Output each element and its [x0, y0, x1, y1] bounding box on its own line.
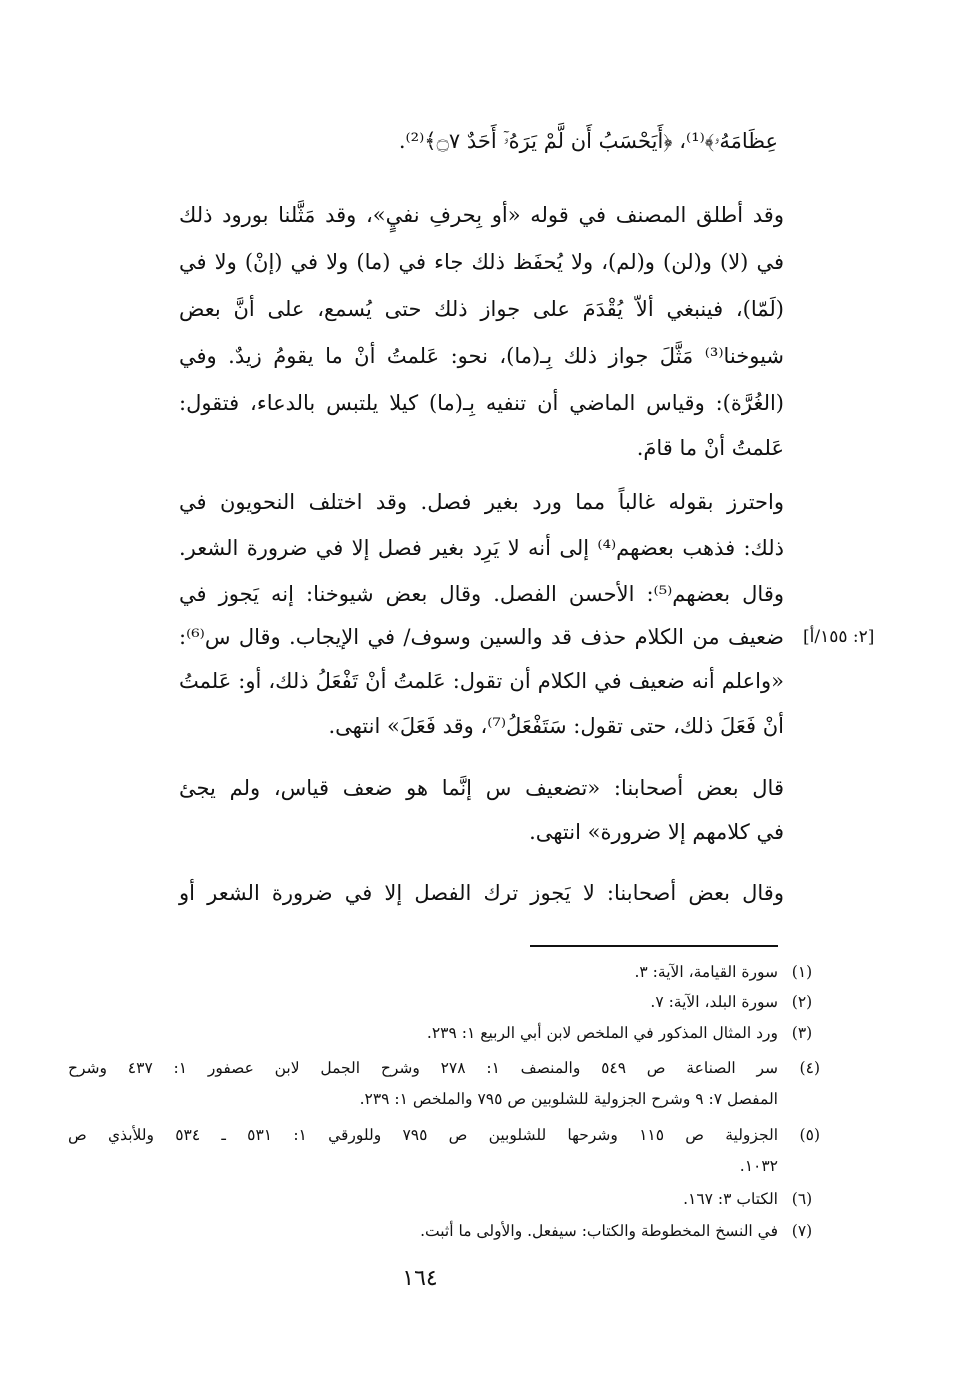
- footnote-number: (٢): [791, 993, 813, 1011]
- footnote-number: (٤): [799, 1059, 820, 1077]
- body-line-6: عَلمتُ أنْ ما قامَ.: [636, 436, 784, 460]
- footnote-text: سورة البلد، الآية: ٧.: [650, 993, 778, 1011]
- page-number: ١٦٤: [402, 1266, 438, 1291]
- footnote-text: سورة القيامة، الآية: ٣.: [634, 963, 778, 981]
- footnote-7: [68, 1217, 813, 1246]
- footnote-4-continuation: المفصل ٧: ٩ وشرح الجزولية للشلوبين ص ٧٩٥ والملخص ١: ٢٣٩.: [359, 1090, 778, 1108]
- body-line-9: وقال بعضهم⁽⁵⁾: الأحسن الفصل. وقال بعض شيوخنا: إنه يَجوز في: [179, 582, 785, 606]
- body-line-15: وقال بعض أصحابنا: لا يَجوز ترك الفصل إلا في ضرورة الشعر أو: [179, 881, 784, 905]
- manuscript-folio-reference: [٢: ١٥٥/أ]: [803, 627, 875, 647]
- footnote-number: (٧): [791, 1222, 813, 1240]
- body-line-2: في (لا) و(لن) و(لم)، ولا يُحفَظ ذلك جاء في (ما) ولا في (إنْ) ولا في: [179, 250, 784, 274]
- footnote-number: (٣): [791, 1024, 813, 1042]
- body-line-3: (لَمّا)، فينبغي ألاّ يُقْدَمَ على جواز ذلك حتى يُسمع، على أنَّ بعض: [179, 297, 784, 321]
- footnote-separator: [530, 945, 778, 947]
- body-line-10: ضعيف من الكلام حذف قد والسين وسوف/ في الإيجاب. وقال س⁽⁶⁾:: [179, 625, 784, 649]
- body-line-11: «واعلم أنه ضعيف في الكلام أن تقول: عَلمتُ أنْ تَفْعَلُ ذلك، أو: عَلمتُ: [179, 669, 784, 693]
- footnote-5-continuation: ١٠٣٢.: [739, 1157, 778, 1175]
- footnote-text: سر الصناعة ص ٥٤٩ والمنصف ١: ٢٧٨ وشرح الجمل لابن عصفور ١: ٤٣٧ وشرح: [68, 1059, 779, 1077]
- body-line-8: ذلك: فذهب بعضهم⁽⁴⁾ إلى أنه لا يَرِد بغير فصل إلا في ضرورة الشعر.: [179, 536, 784, 560]
- footnote-text: في النسخ المخطوطة والكتاب: سيفعل. والأولى ما أثبت.: [420, 1222, 778, 1240]
- body-line-13: قال بعض أصحابنا: «تضعيف س إنَّما هو ضعف قياس، ولم يجئ: [179, 776, 784, 800]
- footnote-text: ورد المثال المذكور في الملخص لابن أبي الربيع ١: ٢٣٩.: [426, 1024, 778, 1042]
- body-line-1: وقد أطلق المصنف في قوله «أو بِحرفِ نفيٍ»، وقد مَثَّلنا بورود ذلك: [179, 203, 784, 227]
- footnote-3: [68, 1019, 813, 1048]
- footnote-5: [68, 1121, 820, 1150]
- footnote-1: [68, 958, 813, 987]
- footnote-text: الكتاب ٣: ١٦٧.: [683, 1190, 778, 1208]
- body-line-7: واحترز بقوله غالباً مما ورد بغير فصل. وقد اختلف النحويون في: [179, 490, 784, 514]
- footnote-number: (١): [791, 963, 813, 981]
- body-line-14: في كلامهم إلا ضرورة» انتهى.: [529, 820, 784, 844]
- footnote-6: [68, 1185, 813, 1214]
- footnote-text: الجزولية ص ١١٥ وشرحها للشلوبين ص ٧٩٥ وللورقي ١: ٥٣١ ـ ٥٣٤ وللأبذي ص: [68, 1126, 779, 1144]
- quran-verse-line: عِظَامَهُۥ﴾⁽¹⁾، ﴿أَيَحْسَبُ أَن لَّمْ يَرَهُۥٓ أَحَدٌ ۝٧﴾⁽²⁾.: [398, 129, 778, 153]
- body-line-12: أنْ فَعَلَ ذلك، حتى تقول: سَتَفْعَلُ⁽⁷⁾، وقد فَعَلَ» انتهى.: [328, 714, 784, 738]
- footnote-2: [68, 988, 813, 1017]
- footnote-4: [68, 1054, 820, 1083]
- body-line-5: (الغُرَّة): وقياس الماضي أن تنفيه بِـ(ما) كيلا يلتبس بالدعاء، فتقول:: [179, 391, 784, 415]
- body-line-4: شيوخنا⁽³⁾ مَثَّلَ جواز ذلك بِـ(ما)، نحو: عَلمتُ أنْ ما يقومُ زيدٌ. وفي: [179, 344, 784, 368]
- footnote-number: (٥): [799, 1126, 820, 1144]
- footnote-number: (٦): [791, 1190, 813, 1208]
